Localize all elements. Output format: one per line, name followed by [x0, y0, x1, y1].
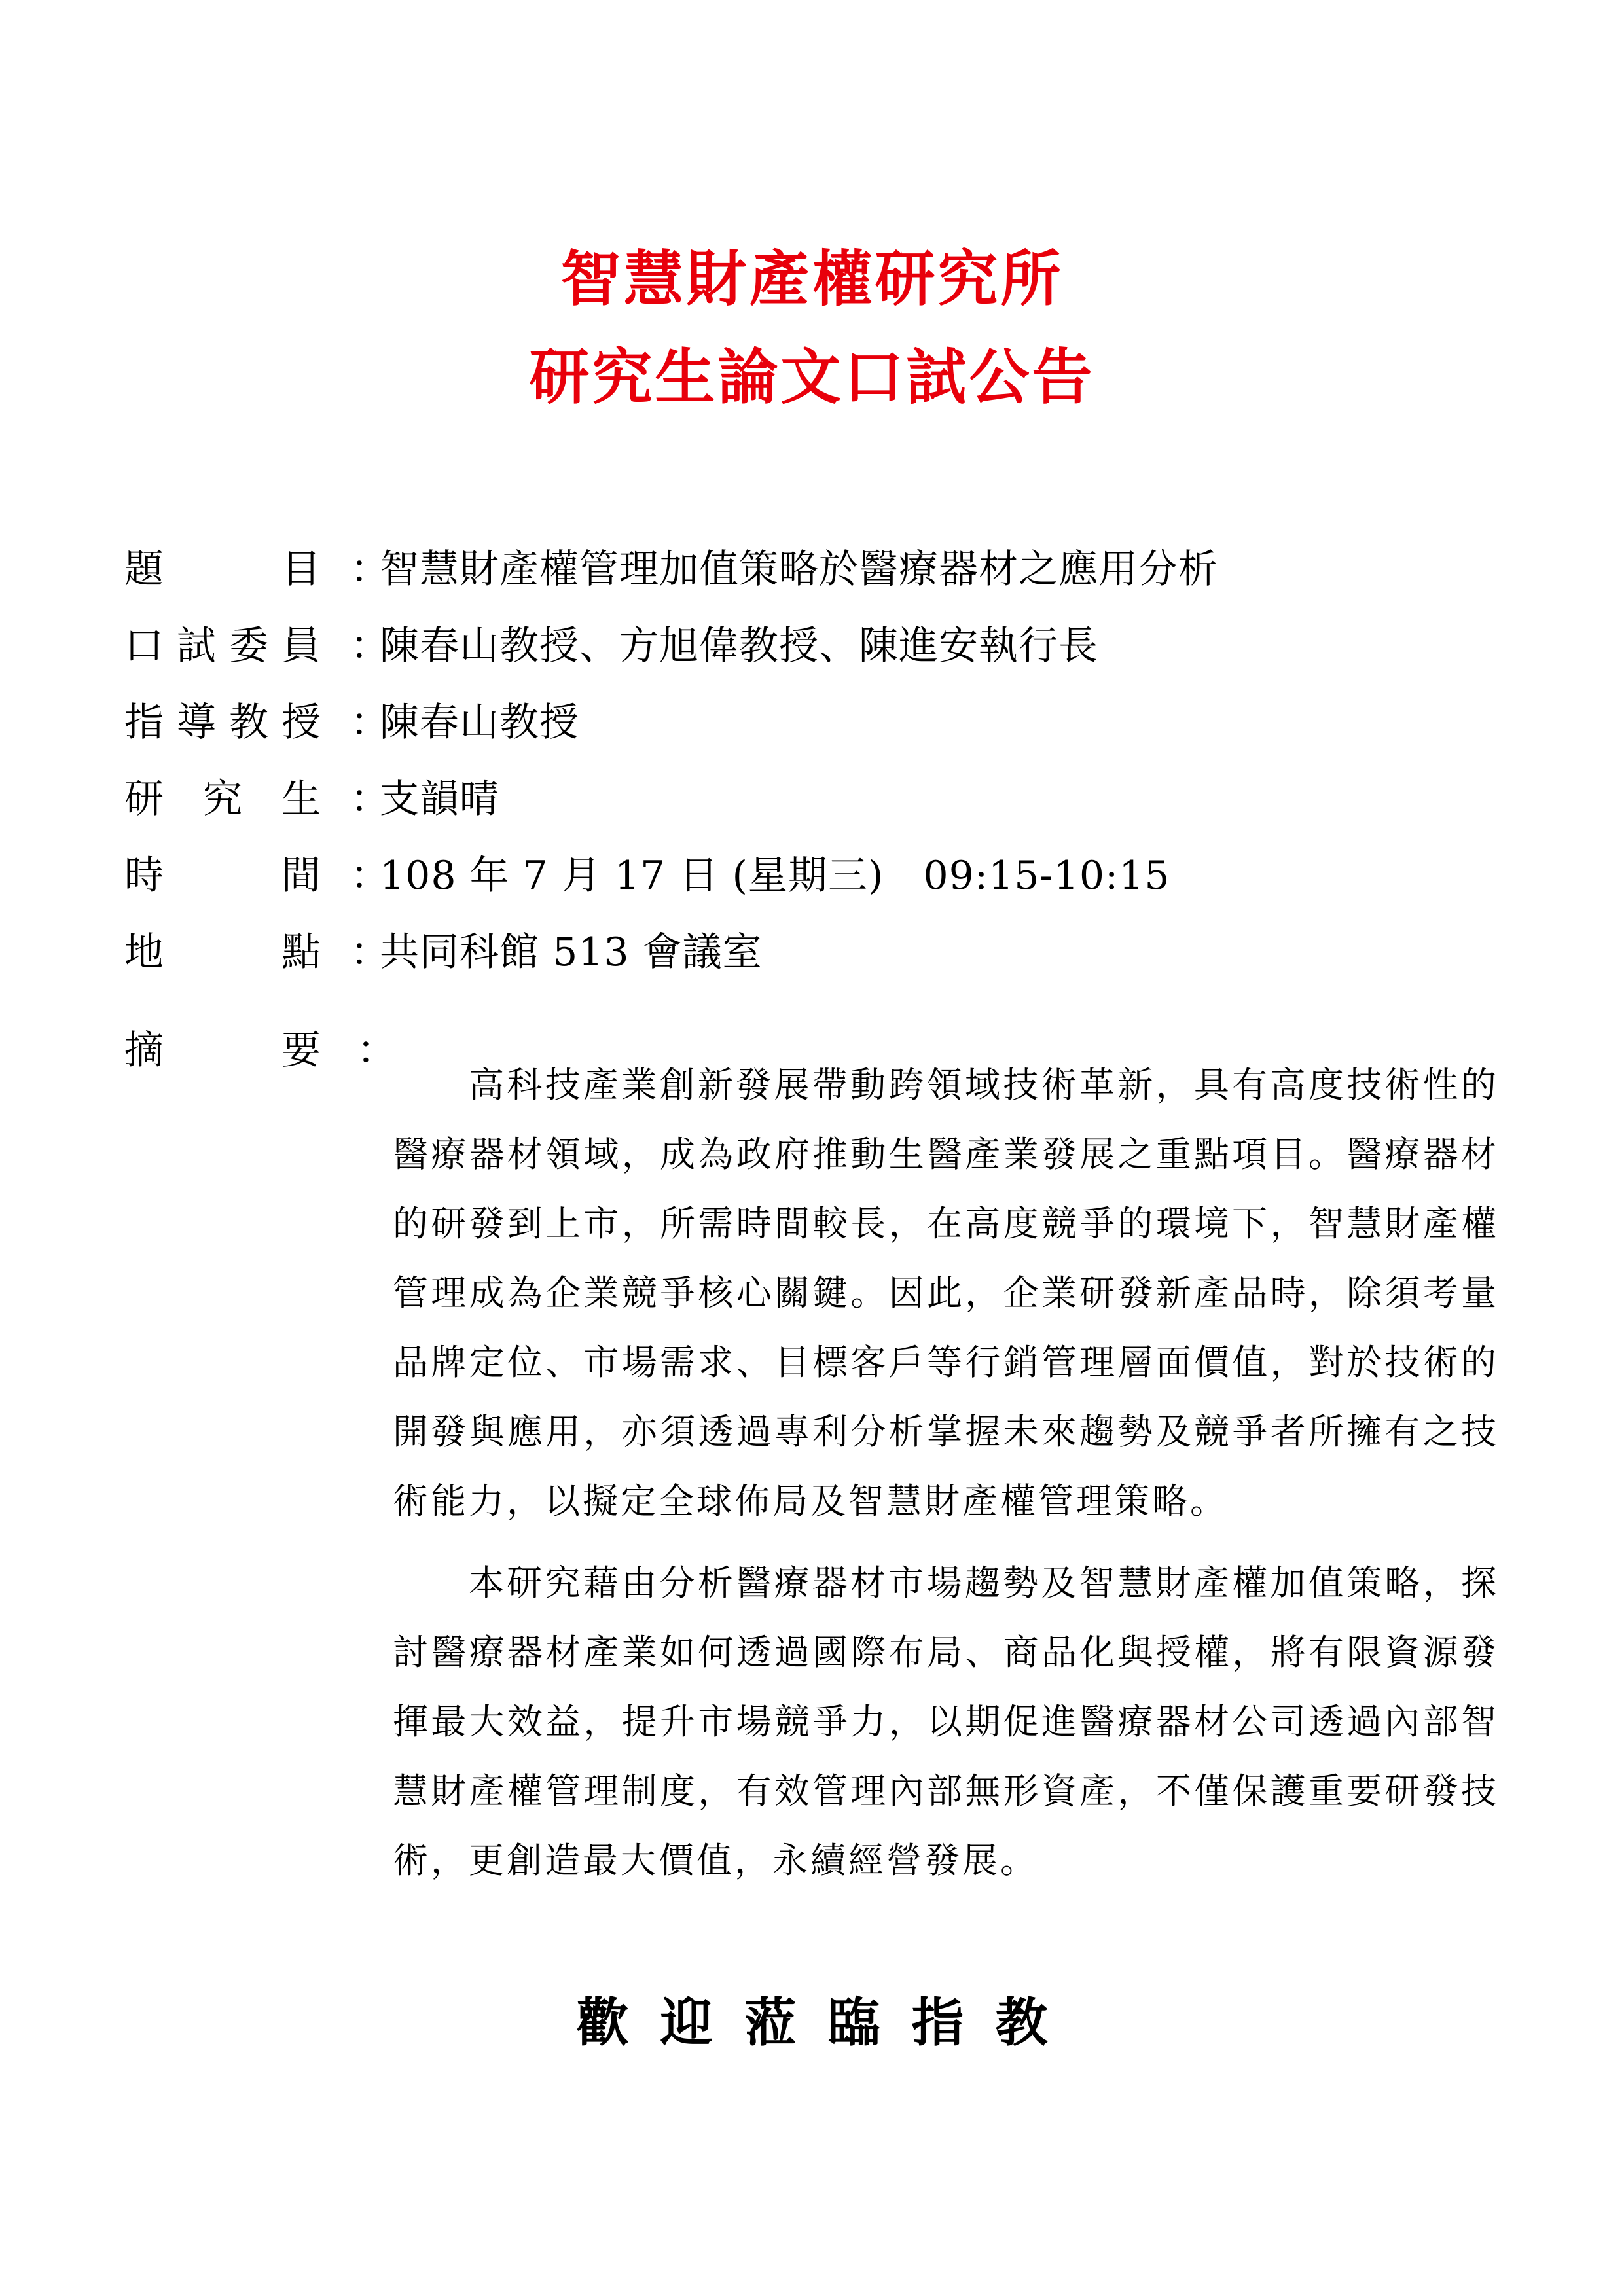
info-value-topic: 智慧財產權管理加值策略於醫療器材之應用分析	[380, 547, 1218, 592]
info-colon: ：	[350, 547, 389, 592]
info-label-advisor: 指 導 教 授	[124, 700, 321, 745]
info-value-committee: 陳春山教授、方旭偉教授、陳進安執行長	[380, 623, 1098, 669]
abstract-paragraph-2: 本研究藉由分析醫療器材市場趨勢及智慧財產權加值策略，探討醫療器材產業如何透過國際布局、商品化與授權，將有限資源發揮最大效益，提升市場競爭力，以期促進醫療器材公司透過內部智慧財產權管理制度，有效管理內部無形資產，不僅保護重要研發技術，更創造最大價值，永續經營發展。	[393, 1562, 1499, 1881]
abstract-paragraph-1: 高科技產業創新發展帶動跨領域技術革新，具有高度技術性的醫療器材領域，成為政府推動生醫產業發展之重點項目。醫療器材的研發到上市，所需時間較長，在高度競爭的環境下，智慧財產權管理成為企業競爭核心關鍵。因此，企業研發新產品時，除須考量品牌定位、市場需求、目標客戶等行銷管理層面價值，對於技術的開發與應用，亦須透過專利分析掌握未來趨勢及競爭者所擁有之技術能力，以擬定全球佈局及智慧財產權管理策略。	[393, 1064, 1499, 1522]
announcement-title-defense: 研究生論文口試公告	[529, 342, 1095, 412]
info-label-time: 時 間	[124, 853, 321, 899]
announcement-title-institute: 智慧財產權研究所	[560, 243, 1064, 314]
info-label-topic: 題 目	[124, 547, 321, 592]
info-colon: ：	[350, 929, 389, 975]
info-value-student: 支韻晴	[380, 776, 499, 822]
welcome-message: 歡迎蒞臨指教	[576, 1992, 1079, 2053]
info-colon: ：	[350, 776, 389, 822]
info-value-time: 108 年 7 月 17 日 (星期三) 09:15-10:15	[380, 853, 1170, 899]
info-value-location: 共同科館 513 會議室	[380, 929, 763, 975]
info-colon: ：	[357, 1028, 396, 1073]
info-label-committee: 口 試 委 員	[124, 623, 321, 669]
info-colon: ：	[350, 623, 389, 669]
info-colon: ：	[350, 853, 389, 899]
info-label-abstract: 摘 要	[124, 1028, 321, 1073]
info-label-location: 地 點	[124, 929, 321, 975]
info-label-student: 研 究 生	[124, 776, 321, 822]
info-colon: ：	[350, 700, 389, 745]
info-value-advisor: 陳春山教授	[380, 700, 579, 745]
